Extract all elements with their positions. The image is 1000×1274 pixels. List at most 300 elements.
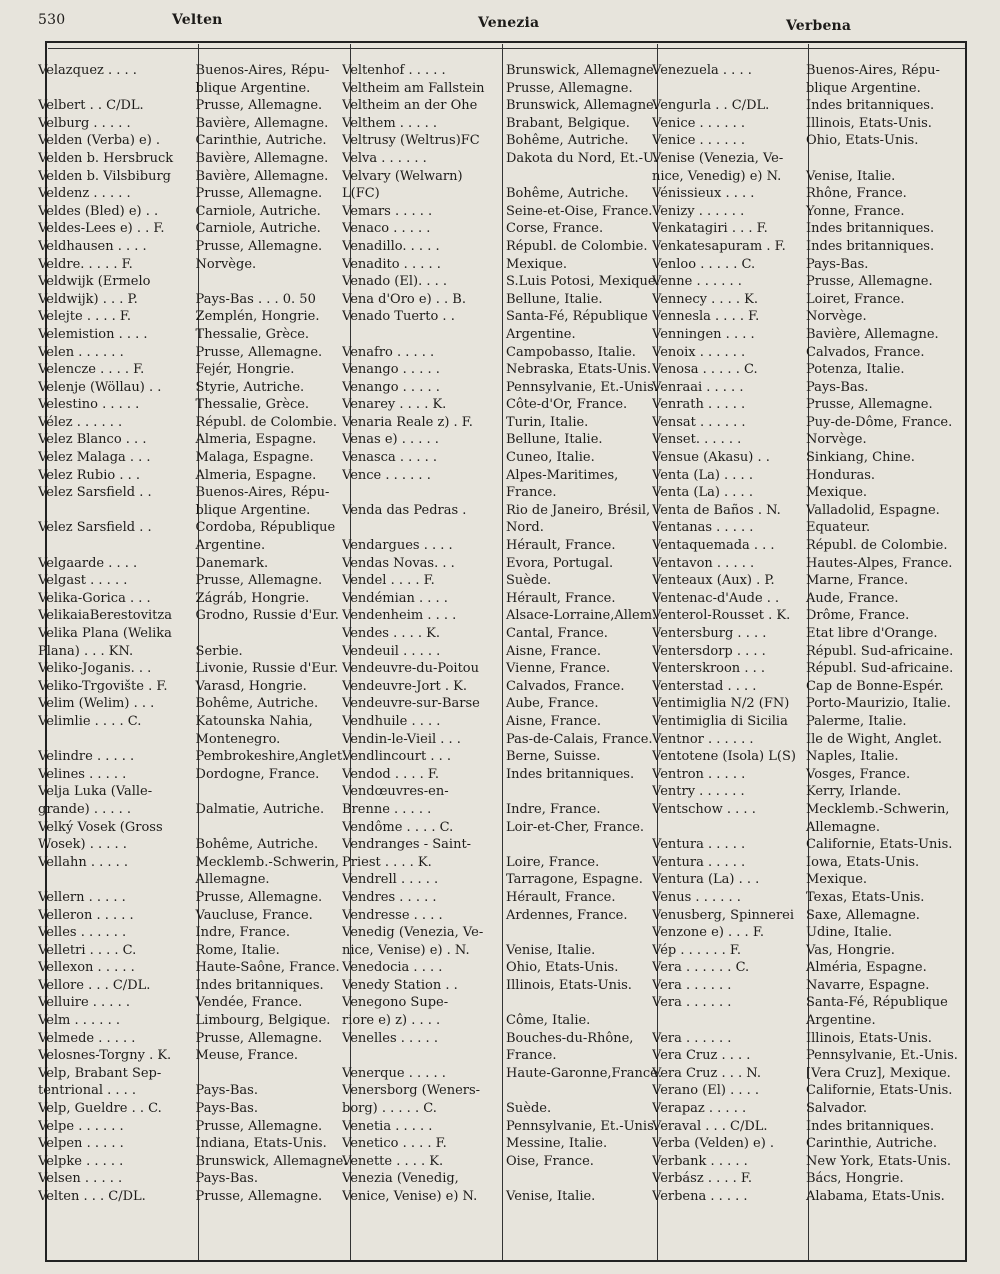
place-name: Vendres . . . . . bbox=[342, 889, 437, 905]
place-location: Norvège. bbox=[806, 432, 867, 448]
gazetteer-entry bbox=[652, 80, 967, 98]
place-location: Indes britanniques. bbox=[806, 1118, 935, 1134]
place-location: Mexique. bbox=[506, 256, 568, 272]
place-name: Veldhausen . . . . bbox=[38, 238, 147, 254]
place-name: Venteaux (Aux) . P. bbox=[652, 573, 775, 589]
place-name: Vendin-le-Vieil . . . bbox=[342, 731, 461, 747]
place-location: Thessalie, Grèce. bbox=[195, 397, 310, 413]
place-name: Vénissieux . . . . bbox=[652, 186, 755, 202]
gazetteer-entry bbox=[652, 115, 967, 133]
gazetteer-entry bbox=[38, 203, 358, 221]
place-location: Côme, Italie. bbox=[506, 1013, 591, 1029]
gazetteer-entry bbox=[38, 519, 358, 537]
place-name: Vena d'Oro e) . . B. bbox=[342, 291, 466, 307]
place-location: Aisne, France. bbox=[506, 643, 602, 659]
place-location: Californie, Etats-Unis. bbox=[806, 1083, 953, 1099]
place-location: Aube, France. bbox=[506, 696, 599, 712]
place-name: VelikaiaBerestovitza bbox=[38, 608, 172, 624]
place-name: Venezia (Venedig, bbox=[342, 1171, 459, 1187]
place-location: Ohio, Etats-Unis. bbox=[806, 133, 919, 149]
gazetteer-entry bbox=[38, 396, 358, 414]
place-location: Bavière, Allemagne. bbox=[195, 168, 329, 184]
place-location: France. bbox=[506, 485, 557, 501]
gazetteer-entry bbox=[38, 713, 358, 731]
place-location: Sinkiang, Chine. bbox=[806, 450, 915, 466]
place-location: Almeria, Espagne. bbox=[195, 432, 317, 448]
place-name: Velpen . . . . . bbox=[38, 1136, 124, 1152]
gazetteer-entry bbox=[342, 748, 662, 766]
place-location: Santa-Fé, République bbox=[506, 309, 648, 325]
place-location: Cantal, France. bbox=[506, 626, 608, 641]
gazetteer-entry bbox=[342, 80, 662, 98]
place-name: grande) . . . . . bbox=[38, 801, 132, 817]
place-name: Velmede . . . . . bbox=[38, 1030, 136, 1046]
place-name bbox=[38, 537, 192, 555]
gazetteer-entry bbox=[38, 502, 358, 520]
place-location: Ardennes, France. bbox=[506, 907, 628, 923]
place-location: Bavière, Allemagne. bbox=[195, 115, 329, 131]
place-name: Ventura . . . . . bbox=[652, 837, 746, 853]
place-location: Serbie. bbox=[195, 643, 243, 659]
place-location: Suède. bbox=[506, 1101, 552, 1117]
place-name: Velika-Gorica . . . bbox=[38, 590, 151, 606]
gazetteer-entry bbox=[342, 502, 662, 520]
place-location: Prusse, Allemagne. bbox=[195, 1030, 323, 1046]
place-name: Velp, Brabant Sep- bbox=[38, 1065, 162, 1081]
gazetteer-entry bbox=[342, 572, 662, 590]
gazetteer-entry bbox=[38, 1012, 358, 1030]
place-name: Vennesla . . . . F. bbox=[652, 309, 760, 325]
place-location: Hérault, France. bbox=[506, 538, 616, 554]
gazetteer-entry bbox=[342, 308, 662, 326]
gazetteer-entry bbox=[342, 801, 662, 819]
place-name: Velez Malaga . . . bbox=[38, 450, 151, 466]
gazetteer-entry bbox=[342, 396, 662, 414]
place-name: Vendenheim . . . . bbox=[342, 608, 457, 624]
place-name: Velden (Verba) e) . bbox=[38, 133, 161, 149]
gazetteer-entry bbox=[38, 678, 358, 696]
gazetteer-entry bbox=[652, 731, 967, 749]
gazetteer-entry bbox=[342, 238, 662, 256]
place-name: Vendrell . . . . . bbox=[342, 872, 439, 888]
gazetteer-entry bbox=[652, 467, 967, 485]
place-location: Hautes-Alpes, France. bbox=[806, 555, 953, 571]
gazetteer-entry bbox=[342, 643, 662, 661]
gazetteer-entry bbox=[38, 590, 358, 608]
gazetteer-entry bbox=[342, 1012, 662, 1030]
place-name: Velez Sarsfield . . bbox=[38, 485, 152, 501]
place-location: Républ. de Colombie. bbox=[806, 538, 948, 554]
place-location: Mexique. bbox=[806, 485, 868, 501]
place-name: Vendranges - Saint- bbox=[342, 837, 472, 853]
gazetteer-entry bbox=[652, 590, 967, 608]
place-name: Velenje (Wöllau) . . bbox=[38, 379, 162, 395]
gazetteer-entry bbox=[38, 379, 358, 397]
gazetteer-entry bbox=[38, 449, 358, 467]
place-name: Velsen . . . . . bbox=[38, 1171, 123, 1187]
place-name: Verba (Velden) e) . bbox=[652, 1136, 775, 1152]
place-location: Pennsylvanie, Et.-Unis. bbox=[506, 379, 658, 395]
gazetteer-entry bbox=[342, 1065, 662, 1083]
gazetteer-entry bbox=[38, 291, 358, 309]
gazetteer-entry bbox=[342, 924, 662, 942]
place-location: Vendée, France. bbox=[195, 995, 303, 1011]
gazetteer-entry bbox=[38, 238, 358, 256]
place-location: Allemagne. bbox=[195, 872, 270, 888]
place-name: Vendeuvre-Jort . K. bbox=[342, 678, 468, 694]
place-location: Alpes-Maritimes, bbox=[506, 467, 619, 483]
gazetteer-entry bbox=[38, 836, 358, 854]
place-location: Bohême, Autriche. bbox=[195, 837, 319, 853]
place-name: Ventry . . . . . . bbox=[652, 784, 745, 800]
gazetteer-entry bbox=[342, 959, 662, 977]
gazetteer-entry bbox=[38, 168, 358, 186]
gazetteer-entry bbox=[38, 115, 358, 133]
gazetteer-entry bbox=[652, 977, 967, 995]
place-location: Mexique. bbox=[806, 872, 868, 888]
gazetteer-entry bbox=[342, 150, 662, 168]
place-name: Venedocia . . . . bbox=[342, 960, 443, 976]
place-name: Veldes-Lees e) . . F. bbox=[38, 221, 165, 237]
place-name: Velles . . . . . . bbox=[38, 925, 127, 941]
place-location: Nord. bbox=[506, 520, 544, 536]
place-location: Meuse, France. bbox=[195, 1048, 299, 1064]
place-location: Aisne, France. bbox=[506, 713, 602, 729]
gazetteer-entry bbox=[342, 168, 662, 186]
place-location: Bohême, Autriche. bbox=[195, 696, 319, 712]
running-head-left: Velten bbox=[172, 12, 223, 28]
place-name: Vellexon . . . . . bbox=[38, 960, 135, 976]
gazetteer-entry bbox=[652, 291, 967, 309]
place-location: Prusse, Allemagne. bbox=[806, 274, 933, 290]
place-location: Carinthie, Autriche. bbox=[806, 1136, 937, 1152]
gazetteer-entry bbox=[652, 994, 967, 1012]
place-name: Vengurla . . C/DL. bbox=[652, 98, 770, 114]
gazetteer-entry bbox=[342, 467, 662, 485]
gazetteer-entry bbox=[38, 1170, 358, 1188]
gazetteer-entry bbox=[342, 555, 662, 573]
place-location: Aude, France. bbox=[806, 590, 899, 606]
place-location: Rome, Italie. bbox=[195, 942, 280, 958]
place-location: Rhône, France. bbox=[806, 186, 907, 202]
place-name: Venezuela . . . . bbox=[652, 63, 752, 78]
place-name: Ventimiglia di Sicilia bbox=[652, 713, 788, 729]
place-name: Velejte . . . . F. bbox=[38, 309, 132, 325]
place-location: Seine-et-Oise, France. bbox=[506, 203, 653, 219]
place-name: Vera Cruz . . . N. bbox=[652, 1065, 761, 1081]
gazetteer-entry bbox=[652, 871, 967, 889]
place-location: Zágráb, Hongrie. bbox=[195, 590, 310, 606]
place-name: Ventersburg . . . . bbox=[652, 626, 767, 641]
place-name bbox=[652, 1012, 802, 1030]
gazetteer-entry bbox=[342, 256, 662, 274]
place-location: Vas, Hongrie. bbox=[806, 942, 895, 958]
place-name: Veldenz . . . . . bbox=[38, 186, 131, 202]
place-location bbox=[802, 150, 967, 168]
place-name: Ventura (La) . . . bbox=[652, 872, 760, 888]
gazetteer-entry bbox=[652, 97, 967, 115]
place-name: Venerque . . . . . bbox=[342, 1065, 446, 1081]
gazetteer-entry bbox=[38, 361, 358, 379]
place-location: Hérault, France. bbox=[506, 889, 616, 905]
place-location: Pays-Bas. bbox=[195, 1171, 258, 1187]
place-location: [Vera Cruz], Mexique. bbox=[806, 1065, 951, 1081]
place-name: Velez Sarsfield . . bbox=[38, 520, 152, 536]
place-location: Loire, France. bbox=[506, 854, 600, 870]
place-location: Salvador. bbox=[806, 1101, 867, 1117]
gazetteer-entry bbox=[38, 959, 358, 977]
gazetteer-entry bbox=[342, 291, 662, 309]
place-location: Alsace-Lorraine,Allem. bbox=[506, 608, 657, 624]
gazetteer-entry bbox=[652, 62, 967, 80]
gazetteer-entry bbox=[38, 1100, 358, 1118]
place-name: Vellore . . . C/DL. bbox=[38, 977, 151, 993]
place-location bbox=[502, 994, 662, 1012]
gazetteer-entry bbox=[652, 256, 967, 274]
place-name: Ventenac-d'Aude . . bbox=[652, 590, 780, 606]
place-location: Oise, France. bbox=[506, 1153, 594, 1169]
gazetteer-entry bbox=[652, 1135, 967, 1153]
gazetteer-entry bbox=[652, 168, 967, 186]
gazetteer-entry bbox=[38, 977, 358, 995]
gazetteer-entry bbox=[652, 1030, 967, 1048]
place-name: Ventnor . . . . . . bbox=[652, 731, 754, 747]
place-location: Pas-de-Calais, France. bbox=[506, 731, 653, 747]
place-name: Venafro . . . . . bbox=[342, 344, 435, 360]
place-location: Côte-d'Or, France. bbox=[506, 397, 628, 413]
place-location: Porto-Maurizio, Italie. bbox=[806, 696, 951, 712]
place-name: Velez Rubio . . . bbox=[38, 467, 140, 483]
place-name: Vera . . . . . . C. bbox=[652, 960, 750, 976]
place-name: Velden b. Vilsbiburg bbox=[38, 168, 172, 184]
place-name: Velm . . . . . . bbox=[38, 1013, 120, 1029]
gazetteer-entry bbox=[652, 889, 967, 907]
place-location bbox=[502, 1082, 662, 1100]
gazetteer-entry bbox=[652, 1100, 967, 1118]
place-location: Zemplén, Hongrie. bbox=[195, 309, 320, 325]
place-name: Venloo . . . . . C. bbox=[652, 256, 756, 272]
place-name: Velký Vosek (Gross bbox=[38, 819, 163, 835]
place-location: Almeria, Espagne. bbox=[195, 467, 317, 483]
place-name: Venarey . . . . K. bbox=[342, 397, 447, 413]
place-name: Vendod . . . . F. bbox=[342, 766, 440, 782]
gazetteer-entry bbox=[342, 713, 662, 731]
place-location: Norvège. bbox=[806, 309, 867, 325]
place-name: Venoix . . . . . . bbox=[652, 344, 746, 360]
gazetteer-entry bbox=[652, 150, 967, 168]
place-name: Velten . . . C/DL. bbox=[38, 1189, 146, 1204]
gazetteer-entry bbox=[652, 484, 967, 502]
place-location: Allemagne. bbox=[806, 819, 880, 835]
place-name bbox=[652, 819, 802, 837]
place-name: Veltheim am Fallstein bbox=[342, 80, 485, 96]
gazetteer-entry bbox=[652, 643, 967, 661]
gazetteer-entry bbox=[652, 572, 967, 590]
place-name: Veliko-Trgovište . F. bbox=[38, 678, 168, 694]
gazetteer-entry bbox=[342, 871, 662, 889]
place-location: Vaucluse, France. bbox=[195, 907, 313, 923]
place-name: Velgast . . . . . bbox=[38, 573, 128, 589]
place-location: Texas, Etats-Unis. bbox=[806, 889, 925, 905]
gazetteer-entry bbox=[652, 273, 967, 291]
gazetteer-entry bbox=[38, 942, 358, 960]
place-location: Dalmatie, Autriche. bbox=[195, 801, 325, 817]
place-location: Argentine. bbox=[195, 538, 266, 554]
place-name: Vera Cruz . . . . bbox=[652, 1048, 751, 1064]
place-location: Illinois, Etats-Unis. bbox=[806, 115, 932, 131]
place-location: Prusse, Allemagne. bbox=[195, 889, 323, 905]
place-name: Plana) . . . KN. bbox=[38, 643, 134, 659]
place-name: Venice, Venise) e) N. bbox=[342, 1189, 478, 1204]
place-name: Ventron . . . . . bbox=[652, 766, 746, 782]
place-name: Venzone e) . . . F. bbox=[652, 925, 764, 941]
gazetteer-entry bbox=[342, 220, 662, 238]
place-location: New York, Etats-Unis. bbox=[806, 1153, 952, 1169]
place-name: Venusberg, Spinnerei bbox=[652, 907, 795, 923]
gazetteer-entry bbox=[38, 132, 358, 150]
gazetteer-entry bbox=[342, 326, 662, 344]
place-location: Cordoba, République bbox=[195, 520, 336, 536]
place-name bbox=[38, 80, 192, 98]
place-location: Indes britanniques. bbox=[806, 221, 935, 237]
gazetteer-entry bbox=[652, 1153, 967, 1171]
place-location: Santa-Fé, République bbox=[806, 995, 948, 1011]
place-location: Evora, Portugal. bbox=[506, 555, 614, 571]
gazetteer-entry bbox=[652, 819, 967, 837]
gazetteer-entry bbox=[342, 590, 662, 608]
place-name: Velencze . . . . F. bbox=[38, 362, 145, 378]
gazetteer-entry bbox=[342, 379, 662, 397]
place-location: Prusse, Allemagne. bbox=[195, 344, 323, 360]
place-name: Vendes . . . . K. bbox=[342, 626, 440, 641]
place-name: Vennecy . . . . K. bbox=[652, 291, 758, 307]
place-location: Limbourg, Belgique. bbox=[195, 1013, 331, 1029]
gazetteer-entry bbox=[652, 783, 967, 801]
place-name: Brenne . . . . . bbox=[342, 801, 432, 817]
gazetteer-entry bbox=[38, 80, 358, 98]
place-name: Velines . . . . . bbox=[38, 766, 127, 782]
place-location: Républ. de Colombie. bbox=[195, 414, 338, 430]
gazetteer-entry bbox=[342, 1135, 662, 1153]
gazetteer-entry bbox=[652, 959, 967, 977]
place-name: Vendeuil . . . . . bbox=[342, 643, 441, 659]
place-name: Velburg . . . . . bbox=[38, 115, 131, 131]
place-name: Venne . . . . . . bbox=[652, 274, 742, 290]
place-name: Velimlie . . . . C. bbox=[38, 713, 142, 729]
place-location: Pays-Bas. bbox=[195, 1083, 258, 1099]
gazetteer-entry bbox=[38, 414, 358, 432]
place-name: Ventimiglia N/2 (FN) bbox=[652, 696, 790, 712]
place-location: Californie, Etats-Unis. bbox=[806, 837, 953, 853]
gazetteer-entry bbox=[652, 695, 967, 713]
place-location: blique Argentine. bbox=[806, 80, 921, 96]
gazetteer-entry bbox=[652, 836, 967, 854]
place-name: Venedy Station . . bbox=[342, 977, 458, 993]
place-location: Républ. Sud-africaine. bbox=[806, 643, 954, 659]
gazetteer-entry bbox=[652, 361, 967, 379]
gazetteer-entry bbox=[38, 801, 358, 819]
place-name: Veliko-Joganis. . . bbox=[38, 661, 152, 677]
place-location: Indiana, Etats-Unis. bbox=[195, 1136, 327, 1152]
gazetteer-entry bbox=[38, 256, 358, 274]
gazetteer-entry bbox=[652, 1047, 967, 1065]
gazetteer-entry bbox=[38, 907, 358, 925]
place-name: Priest . . . . K. bbox=[342, 854, 432, 870]
place-name: Verapaz . . . . . bbox=[652, 1101, 747, 1117]
place-name: Venterol-Rousset . K. bbox=[652, 608, 791, 624]
place-name: Velleron . . . . . bbox=[38, 907, 134, 923]
gazetteer-entry bbox=[38, 889, 358, 907]
gazetteer-entry bbox=[652, 326, 967, 344]
place-name: Venta (La) . . . . bbox=[652, 485, 753, 501]
place-location bbox=[192, 625, 358, 643]
gazetteer-entry bbox=[652, 1188, 967, 1206]
place-location: Bohême, Autriche. bbox=[506, 186, 629, 202]
place-name: Velbert . . C/DL. bbox=[38, 98, 144, 114]
gazetteer-entry bbox=[342, 625, 662, 643]
place-name: Velosnes-Torgny . K. bbox=[38, 1048, 172, 1064]
gazetteer-entry bbox=[652, 1170, 967, 1188]
place-name: Venersborg (Weners- bbox=[342, 1083, 481, 1099]
place-name: Vép . . . . . . F. bbox=[652, 942, 742, 958]
place-location: Varasd, Hongrie. bbox=[195, 678, 307, 694]
place-name: Venice . . . . . . bbox=[652, 133, 745, 149]
place-name: Venado Tuerto . . bbox=[342, 309, 455, 325]
gazetteer-entry bbox=[342, 1100, 662, 1118]
place-name bbox=[38, 502, 192, 520]
place-name: Venedig (Venezia, Ve- bbox=[342, 925, 484, 941]
place-location: Bavière, Allemagne. bbox=[195, 150, 329, 166]
place-location: Styrie, Autriche. bbox=[195, 379, 305, 395]
gazetteer-entry bbox=[38, 308, 358, 326]
place-location: Argentine. bbox=[806, 1013, 876, 1029]
place-name: Verbena . . . . . bbox=[652, 1189, 748, 1204]
gazetteer-entry bbox=[652, 607, 967, 625]
place-name: Venta (La) . . . . bbox=[652, 467, 753, 483]
place-location: Prusse, Allemagne. bbox=[195, 238, 323, 254]
place-location: Dordogne, France. bbox=[195, 766, 320, 782]
place-location: Iowa, Etats-Unis. bbox=[806, 854, 920, 870]
place-name: Vensue (Akasu) . . bbox=[652, 450, 770, 466]
place-name: Velika Plana (Welika bbox=[38, 626, 172, 641]
gazetteer-entry bbox=[652, 379, 967, 397]
gazetteer-entry bbox=[652, 396, 967, 414]
place-name: Venterstad . . . . bbox=[652, 678, 757, 694]
place-location: Mecklemb.-Schwerin, bbox=[195, 854, 339, 870]
place-location: Buenos-Aires, Répu- bbox=[195, 485, 330, 501]
gazetteer-entry bbox=[342, 660, 662, 678]
place-location bbox=[502, 836, 662, 854]
gazetteer-entry bbox=[342, 203, 662, 221]
place-location: Grodno, Russie d'Eur. bbox=[195, 608, 339, 624]
place-name: Vera . . . . . . bbox=[652, 1030, 732, 1046]
place-location: Brunswick, Allemagne. bbox=[506, 98, 658, 114]
place-location bbox=[192, 783, 358, 801]
place-location: Malaga, Espagne. bbox=[195, 450, 314, 466]
place-location: Marne, France. bbox=[806, 573, 909, 589]
gazetteer-entry bbox=[342, 695, 662, 713]
place-location: Yonne, France. bbox=[806, 203, 905, 219]
place-location: Pays-Bas. bbox=[195, 1101, 258, 1117]
place-name: Vellern . . . . . bbox=[38, 889, 126, 905]
gazetteer-entry bbox=[652, 431, 967, 449]
place-location: Prusse, Allemagne. bbox=[195, 573, 323, 589]
place-name: Ventschow . . . . bbox=[652, 801, 756, 817]
gazetteer-entry bbox=[342, 607, 662, 625]
place-name: Veltheim an der Ohe bbox=[342, 98, 478, 114]
place-name: Venetico . . . . F. bbox=[342, 1136, 447, 1152]
place-location: Puy-de-Dôme, France. bbox=[806, 414, 953, 430]
